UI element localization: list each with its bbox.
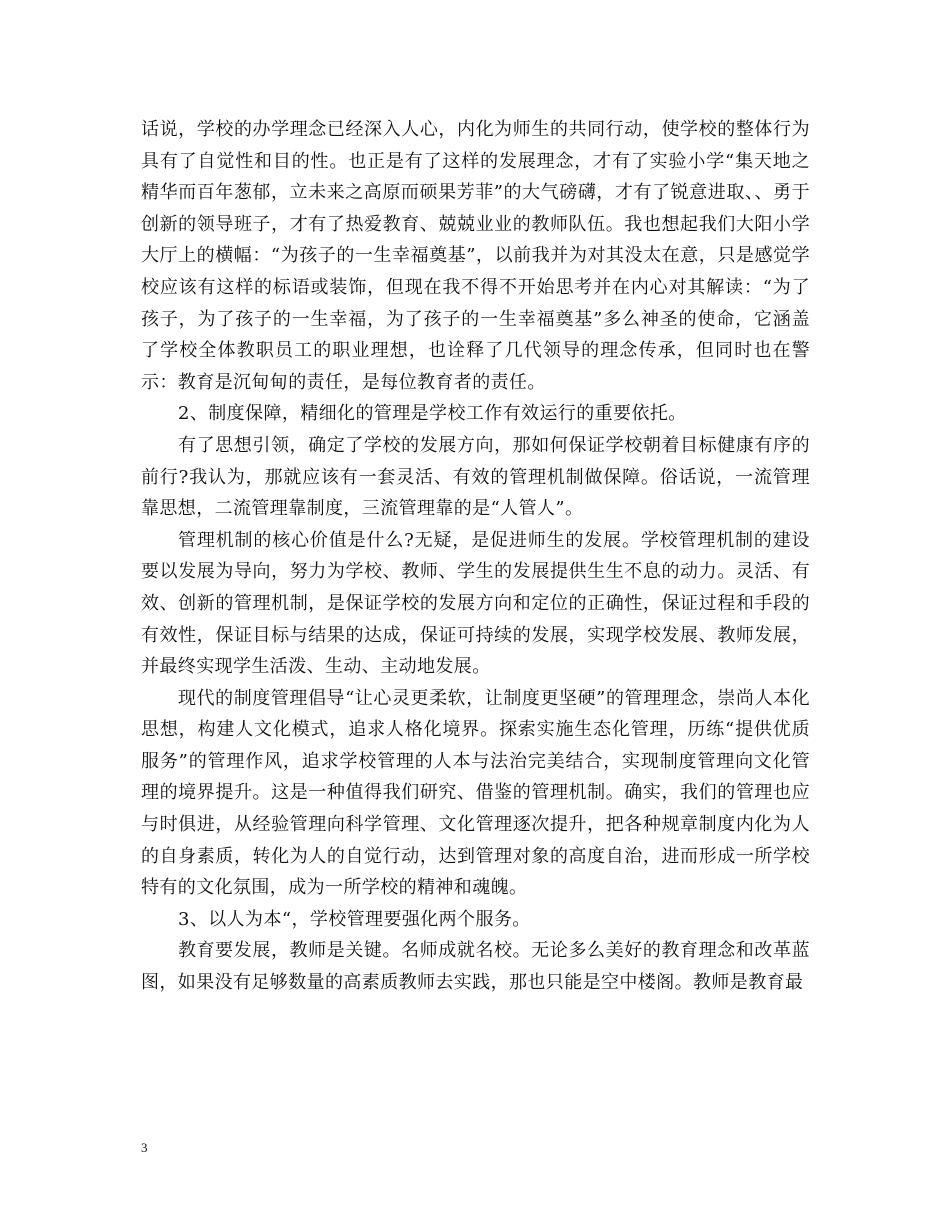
paragraph: 管理机制的核心价值是什么?无疑，是促进师生的发展。学校管理机制的建设要以发展为导向，努力为学校、教师、学生的发展提供生生不息的动力。灵活、有效、创新的管理机制，是保证学校的发展方向和定位的正确性，保证过程和手段的有效性，保证目标与结果的达成，保证可持续的发展，实现学校发展、教师发展，并最终实现学生活泼、生动、主动地发展。 (141, 529, 810, 678)
paragraph: 现代的制度管理倡导“让心灵更柔软，让制度更坚硬”的管理理念，崇尚人本化思想，构建人文化模式，追求人格化境界。探索实施生态化管理，历练“提供优质服务”的管理作风，追求学校管理的人本与法治完美结合，实现制度管理向文化管理的境界提升。这是一种值得我们研究、借鉴的管理机制。确实，我们的管理也应与时俱进，从经验管理向科学管理、文化管理逐次提升，把各种规章制度内化为人的自身素质，转化为人的自觉行动，达到管理对象的高度自治，进而形成一所学校特有的文化氛围，成为一所学校的精神和魂魄。 (141, 687, 810, 899)
page-number: 3 (141, 1140, 148, 1155)
paragraph: 教育要发展，教师是关键。名师成就名校。无论多么美好的教育理念和改革蓝图，如果没有足够数量的高素质教师去实践，那也只能是空中楼阁。教师是教育最 (141, 940, 810, 994)
page-body (141, 114, 810, 999)
paragraph: 有了思想引领，确定了学校的发展方向，那如何保证学校朝着目标健康有序的前行?我认为，那就应该有一套灵活、有效的管理机制做保障。俗话说，一流管理靠思想，二流管理靠制度，三流管理靠的是“人管人”。 (141, 434, 810, 520)
section-heading-3: 3、以人为本“，学校管理要强化两个服务。 (178, 908, 531, 930)
section-heading-2: 2、制度保障，精细化的管理是学校工作有效运行的重要依托。 (178, 403, 687, 425)
paragraph-continued: 话说，学校的办学理念已经深入人心，内化为师生的共同行动，使学校的整体行为具有了自觉性和目的性。也正是有了这样的发展理念，才有了实验小学“集天地之精华而百年葱郁，立未来之高原而硕果芳菲”的大气磅礴，才有了锐意进取、、勇于创新的领导班子，才有了热爱教育、兢兢业业的教师队伍。我也想起我们大阳小学大厅上的横幅：“为孩子的一生幸福奠基”，以前我并为对其没太在意，只是感觉学校应该有这样的标语或装饰，但现在我不得不开始思考并在内心对其解读：“为了孩子，为了孩子的一生幸福，为了孩子的一生幸福奠基”多么神圣的使命，它涵盖了学校全体教职员工的职业理想，也诠释了几代领导的理念传承，但同时也在警示：教育是沉甸甸的责任，是每位教育者的责任。 (141, 119, 810, 393)
